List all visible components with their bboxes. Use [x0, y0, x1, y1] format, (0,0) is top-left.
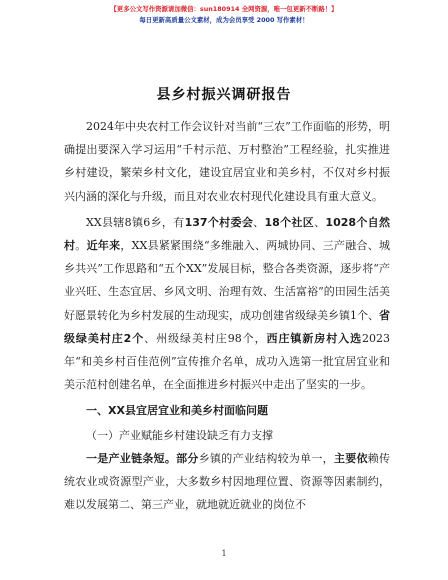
text-run: 赖传统农业或资源型产业，大多数乡村因地理位置、资源等因素制约，难以发展第二、第三产业，就地就近就业的岗位不 — [64, 451, 391, 512]
promo-banner — [0, 4, 448, 26]
bold-run: 1028个自然村 — [64, 215, 391, 253]
text-run: XX县辖8镇6乡，有 — [86, 215, 185, 229]
section-heading: 一、XX县宜居宜业和美乡村面临问题 — [86, 404, 268, 418]
text-run: 乡镇的产业结构较为单一， — [198, 451, 334, 465]
bold-run: 18个社区 — [264, 215, 315, 229]
bold-run: 一是产业链条短。 — [86, 451, 177, 465]
bold-run: 主要依 — [333, 451, 368, 465]
text-run: 。 — [75, 239, 87, 253]
overview-paragraph — [64, 211, 390, 397]
bold-run: 137个村委会 — [184, 215, 254, 229]
text-run: 、州级绿美村庄98个， — [144, 331, 267, 345]
page-number: 1 — [221, 549, 227, 558]
document-body — [64, 115, 390, 516]
bold-run: 近年来 — [86, 239, 121, 253]
bold-run: 西庄镇新房村入选 — [266, 331, 363, 345]
document-title: 县乡村振兴调研报告 — [156, 87, 292, 103]
problem-paragraph — [64, 447, 390, 517]
text-run: 、 — [253, 215, 265, 229]
promo-banner-line1[interactable]: 【更多公文写作资源请加微信：sun180914 全网资源，唯一包更新不断路！】 — [110, 5, 338, 13]
subsection-heading: （一）产业赋能乡村建设缺乏有力支撑 — [86, 428, 273, 442]
promo-banner-line2[interactable]: 每日更新高质量公文素材，成为会员享受 2000 写作素材！ — [139, 16, 309, 24]
bold-run: 省级绿美村庄2个 — [64, 308, 390, 345]
text-run: ，XX县紧紧围绕“多维融入、两城协同、三产融合、城乡共兴”工作思路和“五个XX”发展目标，整合各类资源，逐步将“产业兴旺、生态宜居、乡风文明、治理有效、生活富裕”的田园生活美好愿景转化为乡村发展的生动现实，成功创建省级绿美乡镇1个、 — [64, 239, 391, 322]
text-run: 、 — [314, 215, 326, 229]
text-run: 2023年“和美乡村百佳范例”宣传推介名单，成功入选第一批宜居宜业和美示范村创建名单，在全面推进乡村振兴中走出了坚实的一步。 — [64, 331, 391, 392]
bold-run: 部分 — [176, 451, 199, 465]
intro-paragraph: 2024年中央农村工作会议针对当前“三农”工作面临的形势，明确提出要深入学习运用“千村示范、万村整治”工程经验，扎实推进乡村建设，繁荣乡村文化，建设宜居宜业和美乡村，不仅对乡村振兴内涵的深化与升级，而且对农业农村现代化建设具有重大意义。 — [64, 120, 390, 203]
